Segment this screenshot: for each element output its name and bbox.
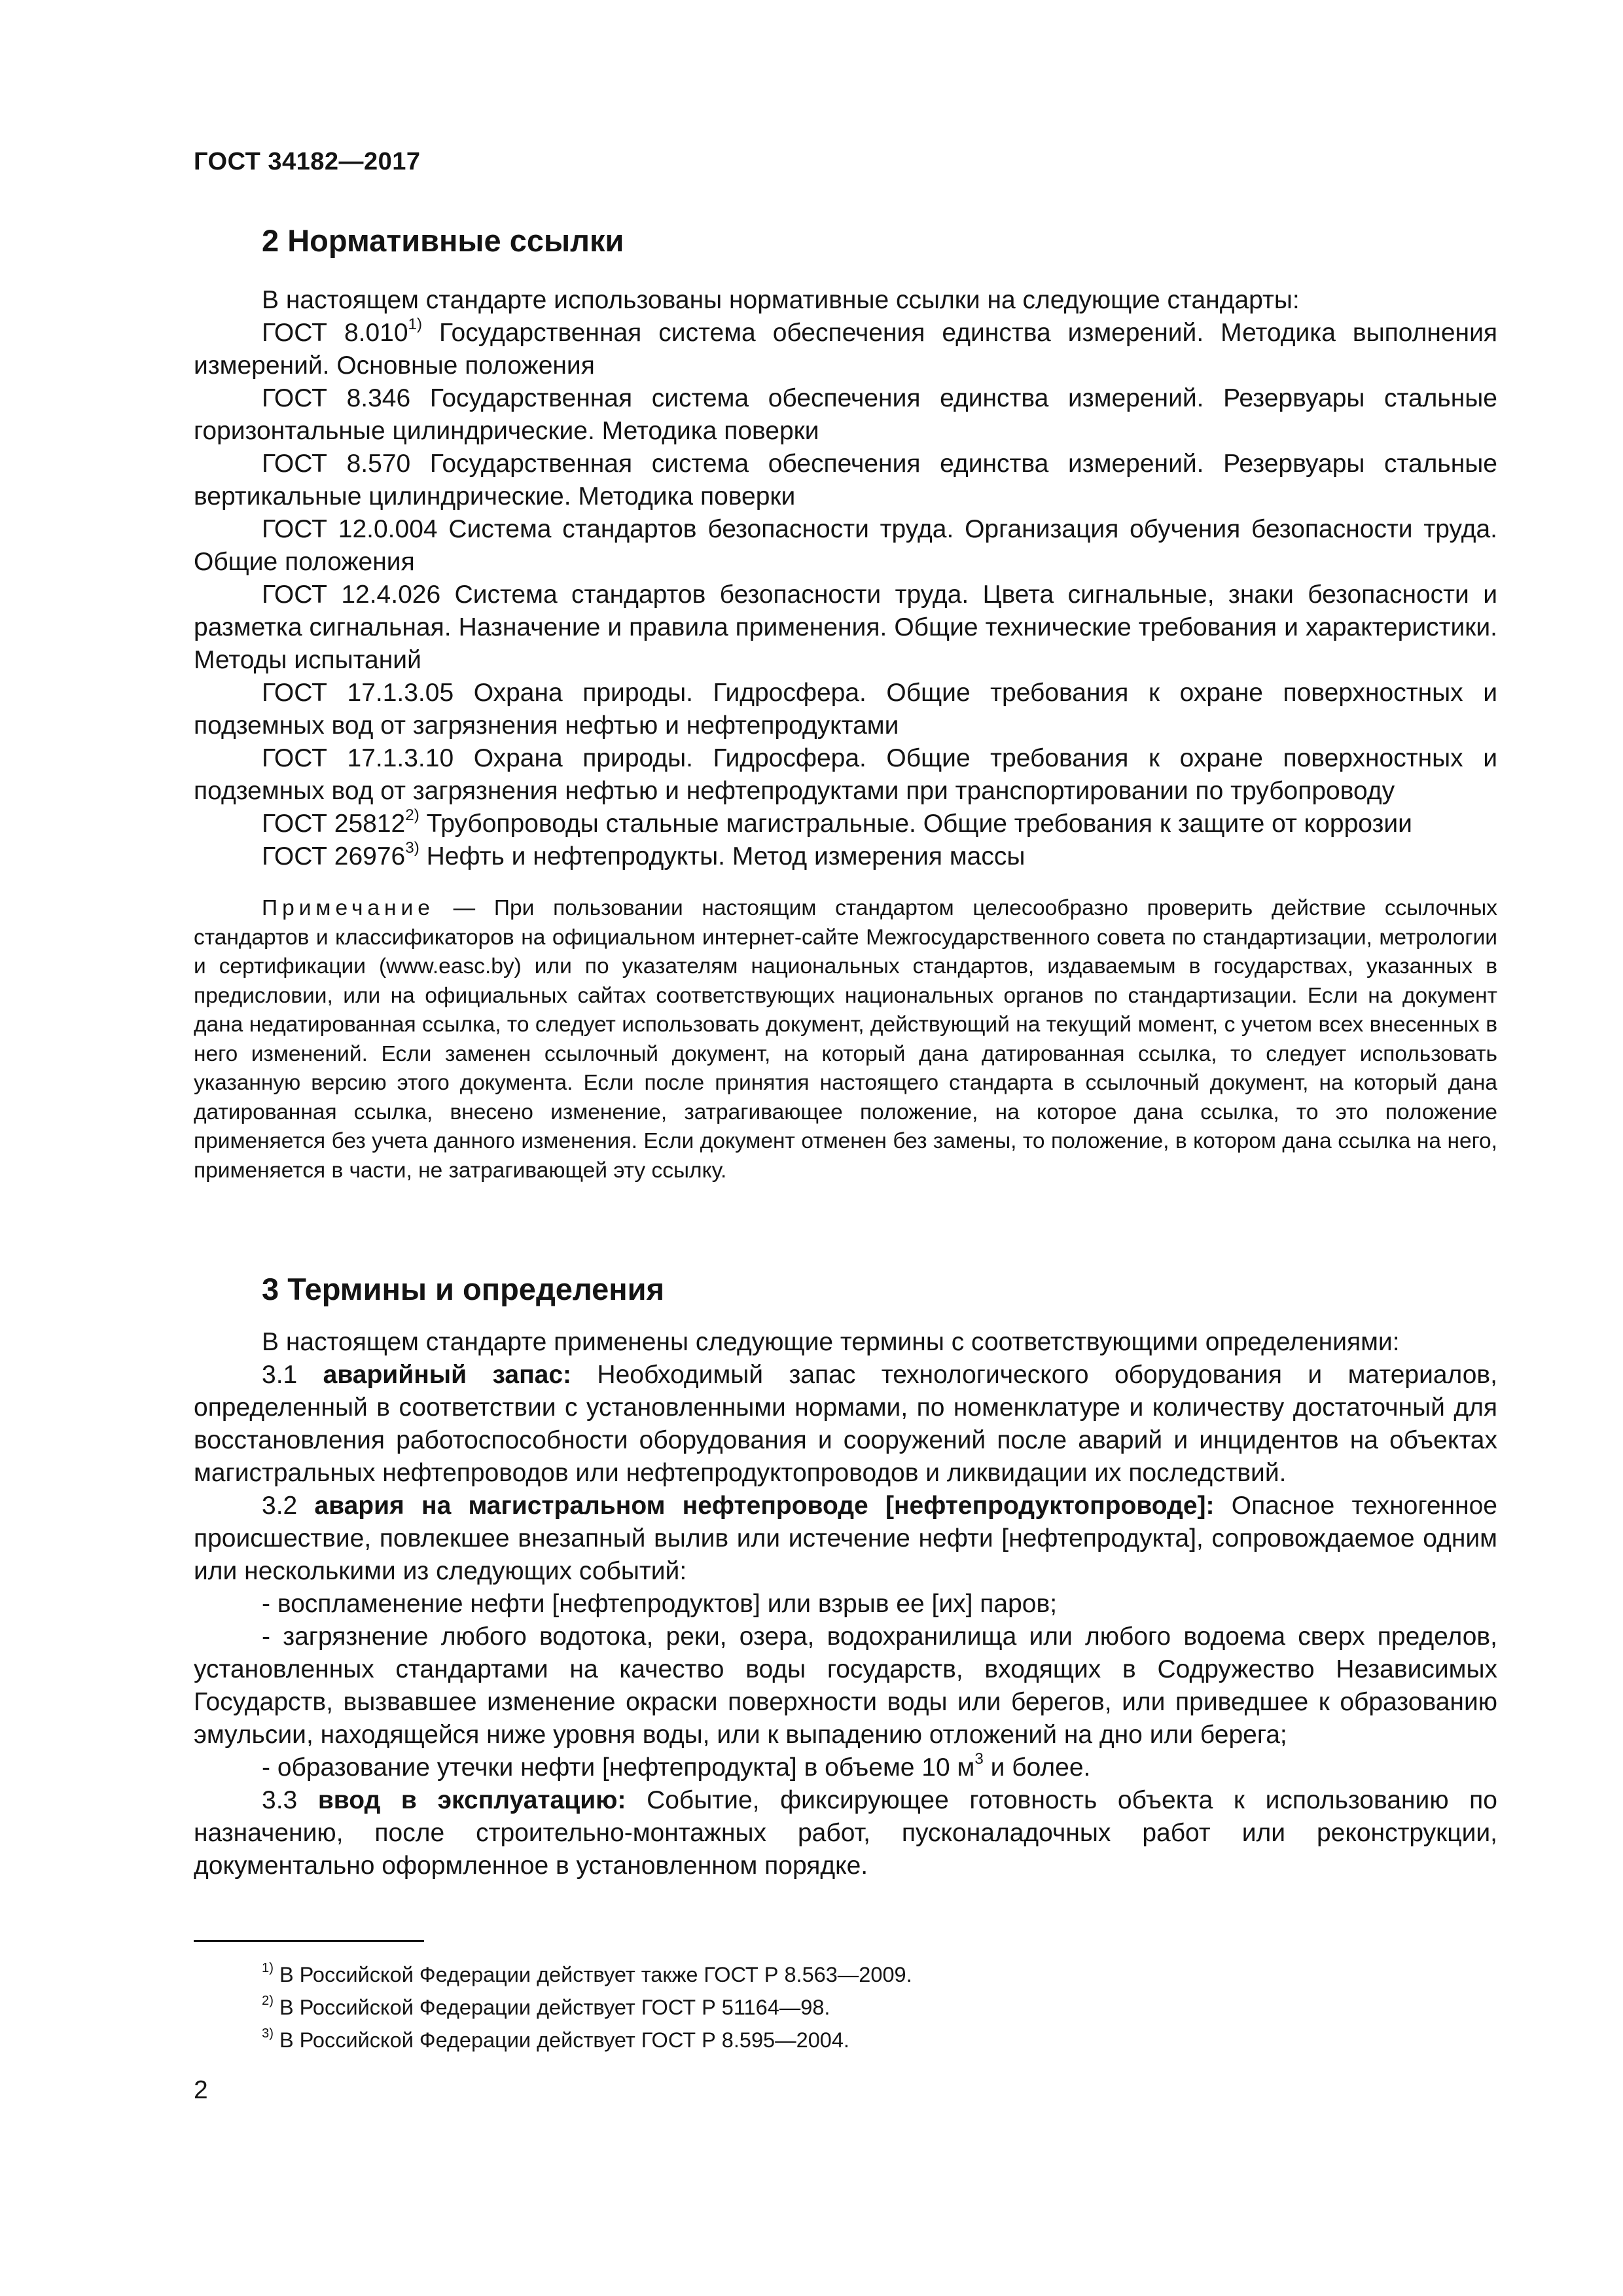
note-text: — При пользовании настоящим стандартом целесообразно проверить действие ссылочных стандартов и классификаторов на официальном интернет-сайте Межгосударственного совета по стандартизации, метрологии и сертификации (www.easc.by) или по указателям национальных стандартов, издаваемым в государствах, указанных в предисловии, или на официальных сайтах соответствующих национальных органов по стандартизации. Если на документ дана недатированная ссылка, то следует использовать документ, действующий на текущий момент, с учетом всех внесенных в него изменений. Если заменен ссылочный документ, на который дана датированная ссылка, то следует использовать указанную версию этого документа. Если после принятия настоящего стандарта в ссылочный документ, на который дана датированная ссылка, внесено изменение, затрагивающее положение, на которое дана ссылка, то это положение применяется без учета данного изменения. Если документ отменен без замены, то положение, в котором дана ссылка на него, применяется в части, не затрагивающей эту ссылку.	[194, 896, 1497, 1183]
section-3-title: 3 Термины и определения	[262, 1272, 664, 1306]
list-item: - воспламенение нефти [нефтепродуктов] или взрыв ее [их] паров;	[262, 1590, 1058, 1618]
reference-item: ГОСТ 8.010$^{1)}$ Государственная система обеспечения единства измерений. Методика выполнения измерений. Основные положения	[194, 315, 1497, 380]
reference-item: ГОСТ 12.0.004 Система стандартов безопасности труда. Организация обучения безопасности труда. Общие положения	[194, 515, 1497, 576]
list-item: - образование утечки нефти [нефтепродукта] в объеме 10 $м^3$ и более.	[262, 1749, 1091, 1782]
term-definition: 3.2 авария на магистральном нефтепроводе [нефтепродуктопроводе]: Опасное техногенное происшествие, повлекшее внезапный вылив или истечение нефти [нефтепродукта], сопровождаемое одним или несколькими из следующих событий:	[194, 1492, 1497, 1585]
reference-item: ГОСТ 12.4.026 Система стандартов безопасности труда. Цвета сигнальные, знаки безопасности и разметка сигнальная. Назначение и правила применения. Общие технические требования и характеристики. Методы испытаний	[194, 581, 1498, 674]
reference-item: ГОСТ 8.346 Государственная система обеспечения единства измерений. Резервуары стальные горизонтальные цилиндрические. Методика поверки	[194, 384, 1497, 445]
reference-item: ГОСТ 25812$^{2)}$ Трубопроводы стальные магистральные. Общие требования к защите от коррозии	[262, 806, 1412, 838]
section-2-title: 2 Нормативные ссылки	[262, 223, 624, 258]
term-definition: 3.1 аварийный запас: Необходимый запас технологического оборудования и материалов, определенный в соответствии с установленными нормами, по номенклатуре и количеству достаточный для восстановления работоспособности оборудования и сооружений после аварий и инцидентов на объектах магистральных нефтепроводов или нефтепродуктопроводов и ликвидации их последствий.	[194, 1361, 1497, 1487]
list-item: - загрязнение любого водотока, реки, озера, водохранилища или любого водоема сверх пределов, установленных стандартами на качество воды государств, входящих в Содружество Независимых Государств, вызвавшее изменение окраски поверхности воды или берегов, или приведшее к образованию эмульсии, находящейся ниже уровня воды, или к выпадению отложений на дно или берега;	[194, 1623, 1497, 1749]
term-name: аварийный запас:	[323, 1361, 571, 1389]
term-definition: 3.3 ввод в эксплуатацию: Событие, фиксирующее готовность объекта к использованию по назначению, после строительно-монтажных работ, пусконаладочных работ или реконструкции, документально оформленное в установленном порядке.	[194, 1786, 1497, 1880]
page-number: 2	[194, 2076, 208, 2104]
footnote-divider	[194, 1940, 424, 1942]
footnotes	[262, 1958, 912, 2056]
footnote: $^{1)}$ В Российской Федерации действует также ГОСТ Р 8.563—2009.	[262, 1960, 912, 1986]
reference-item: ГОСТ 26976$^{3)}$ Нефть и нефтепродукты. Метод измерения массы	[262, 838, 1026, 870]
note-label: Примечание	[262, 896, 435, 920]
document-code-header: ГОСТ 34182—2017	[194, 148, 421, 175]
reference-item: ГОСТ 17.1.3.10 Охрана природы. Гидросфера. Общие требования к охране поверхностных и подземных вод от загрязнения нефтью и нефтепродуктами при транспортировании по трубопроводу	[194, 744, 1497, 805]
reference-note	[194, 894, 1497, 1185]
section-2-intro: В настоящем стандарте использованы нормативные ссылки на следующие стандарты:	[262, 286, 1300, 314]
footnote: $^{3)}$ В Российской Федерации действует ГОСТ Р 8.595—2004.	[262, 2026, 849, 2052]
term-name: ввод в эксплуатацию:	[317, 1786, 626, 1814]
term-name: авария на магистральном нефтепроводе [нефтепродуктопроводе]:	[314, 1492, 1215, 1520]
section-2-body	[194, 284, 1497, 873]
footnote: $^{2)}$ В Российской Федерации действует ГОСТ Р 51164—98.	[262, 1993, 830, 2019]
section-3-body	[194, 1326, 1497, 1882]
reference-item: ГОСТ 8.570 Государственная система обеспечения единства измерений. Резервуары стальные вертикальные цилиндрические. Методика поверки	[194, 450, 1497, 511]
reference-item: ГОСТ 17.1.3.05 Охрана природы. Гидросфера. Общие требования к охране поверхностных и подземных вод от загрязнения нефтью и нефтепродуктами	[194, 679, 1497, 740]
section-3-intro: В настоящем стандарте применены следующие термины с соответствующими определениями:	[262, 1328, 1400, 1356]
